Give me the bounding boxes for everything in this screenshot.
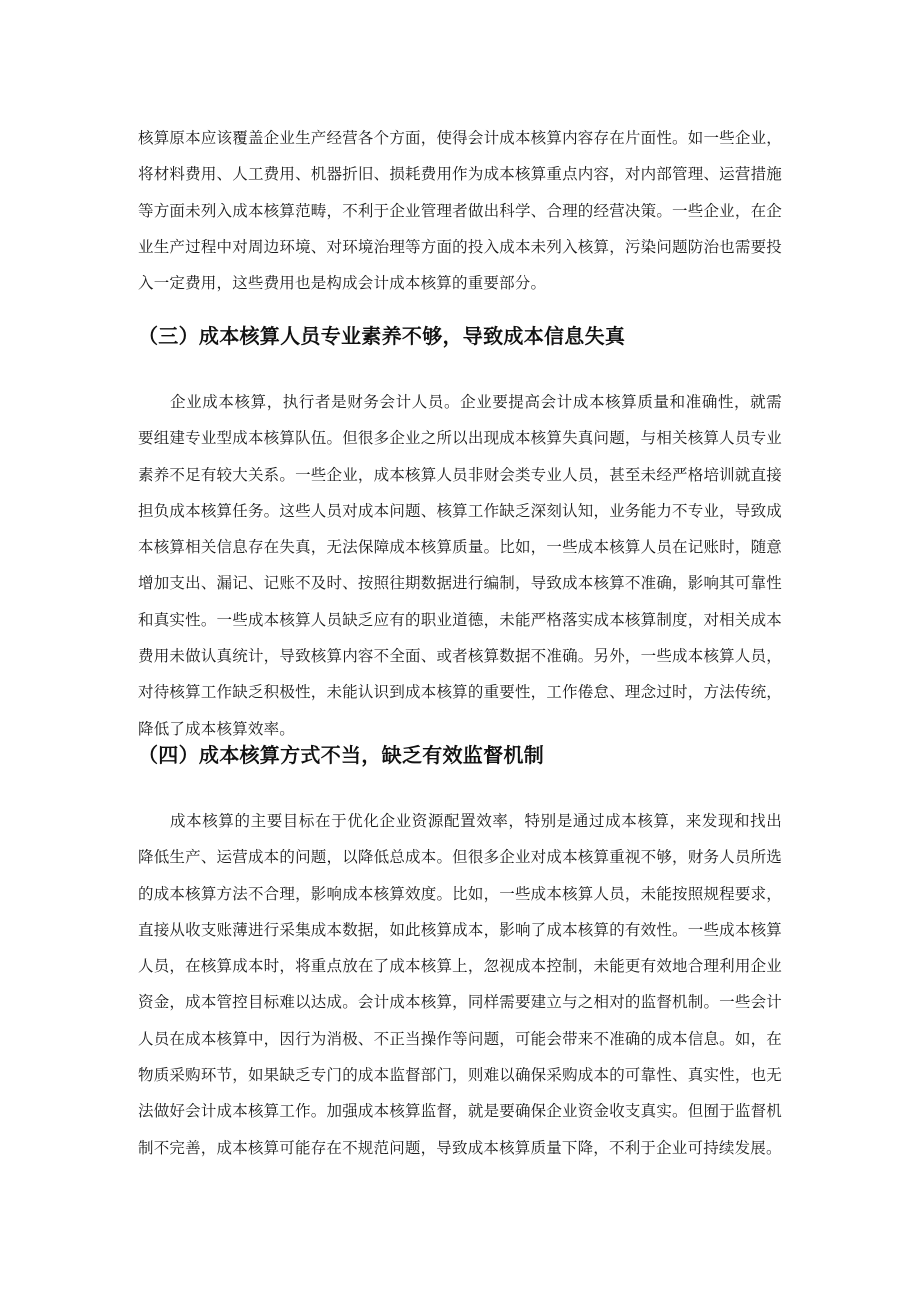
- section-heading-4: （四）成本核算方式不当，缺乏有效监督机制: [138, 743, 544, 767]
- section-heading-3: （三）成本核算人员专业素养不够，导致成本信息失真: [138, 324, 626, 348]
- paragraph-supervision: 成本核算的主要目标在于优化企业资源配置效率，特别是通过成本核算，来发现和找出降低生产、运营成本的问题，以降低总成本。但很多企业对成本核算重视不够，财务人员所选的成本核算方法不合理，影响成本核算效度。比如，一些成本核算人员，未能按照规程要求，直接从收支账薄进行采集成本数据，如此核算成本，影响了成本核算的有效性。一些成本核算人员，在核算成本时，将重点放在了成本核算上，忽视成本控制，未能更有效地合理利用企业资金，成本管控目标难以达成。会计成本核算，同样需要建立与之相对的监督机制。一些会计人员在成本核算中，因行为消极、不正当操作等问题，可能会带来不准确的成本信息。如，在物质采购环节，如果缺乏专门的成本监督部门，则难以确保采购成本的可靠性、真实性，也无法做好会计成本核算工作。加强成本核算监督，就是要确保企业资金收支真实。但囿于监督机制不完善，成本核算可能存在不规范问题，导致成本核算质量下降，不利于企业可持续发展。: [138, 812, 782, 1157]
- paragraph-staff-quality: 企业成本核算，执行者是财务会计人员。企业要提高会计成本核算质量和准确性，就需要组建专业型成本核算队伍。但很多企业之所以出现成本核算失真问题，与相关核算人员专业素养不足有较大关系。一些企业，成本核算人员非财会类专业人员，甚至未经严格培训就直接担负成本核算任务。这些人员对成本问题、核算工作缺乏深刻认知，业务能力不专业，导致成本核算相关信息存在失真，无法保障成本核算质量。比如，一些成本核算人员在记账时，随意增加支出、漏记、记账不及时、按照往期数据进行编制，导致成本核算不准确，影响其可靠性和真实性。一些成本核算人员缺乏应有的职业道德，未能严格落实成本核算制度，对相关成本费用未做认真统计，导致核算内容不全面、或者核算数据不准确。另外，一些成本核算人员，对待核算工作缺乏积极性，未能认识到成本核算的重要性，工作倦怠、理念过时，方法传统，降低了成本核算效率。: [138, 393, 782, 738]
- paragraph-continued: 核算原本应该覆盖企业生产经营各个方面，使得会计成本核算内容存在片面性。如一些企业，将材料费用、人工费用、机器折旧、损耗费用作为成本核算重点内容，对内部管理、运营措施等方面未列入成本核算范畴，不利于企业管理者做出科学、合理的经营决策。一些企业，在企业生产过程中对周边环境、对环境治理等方面的投入成本未列入核算，污染问题防治也需要投入一定费用，这些费用也是构成会计成本核算的重要部分。: [138, 129, 782, 293]
